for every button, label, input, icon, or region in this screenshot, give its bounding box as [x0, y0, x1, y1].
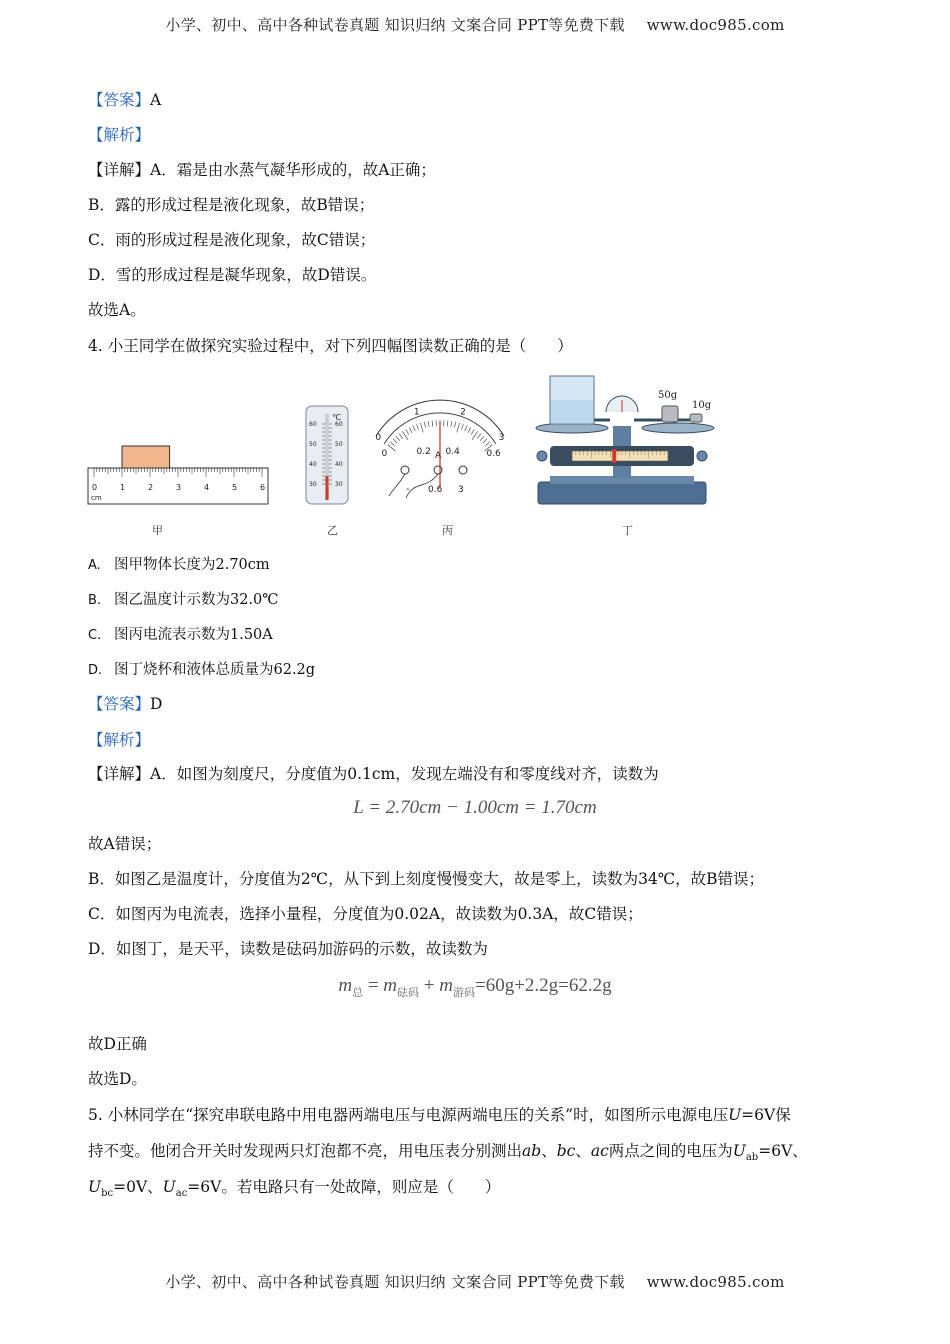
- page-header: [0, 14, 950, 35]
- ammeter-upper-label: 1: [413, 407, 420, 418]
- weight-50g: [662, 406, 678, 422]
- ammeter-tick: [409, 427, 412, 432]
- terminal-neg: [401, 466, 409, 474]
- weight-10g-label: 10g: [692, 400, 712, 411]
- ruler-figure: [88, 446, 268, 504]
- ammeter-tick: [457, 423, 460, 433]
- option-c: C. 图丙电流表示数为1.50A: [88, 627, 273, 643]
- ammeter-tick: [451, 421, 452, 427]
- weight-10g: [690, 414, 702, 422]
- ammeter-lower-label: 0.4: [445, 447, 460, 458]
- ruler-tick-label: 5: [232, 483, 238, 492]
- ammeter-tick: [465, 426, 467, 432]
- ammeter-upper-label: 3: [498, 433, 505, 444]
- ammeter-tick: [393, 439, 397, 443]
- detail-tag: 【详解】: [88, 161, 151, 179]
- q4-a-end: 故A错误；: [88, 835, 162, 853]
- footer-site-text: 小学、初中、高中各种试卷真题 知识归纳 文案合同 PPT等免费下载: [165, 1273, 625, 1291]
- ammeter-tick: [396, 436, 400, 441]
- q3-answer: A: [150, 91, 162, 109]
- ammeter-tick: [402, 431, 408, 439]
- balance-base: [538, 482, 706, 504]
- ruler-tick-label: 6: [260, 483, 266, 492]
- thermo-label-left: 60: [309, 421, 317, 428]
- figure-label-bing: 丙: [442, 524, 453, 537]
- terminal-neg-label: -: [406, 484, 410, 495]
- answer-tag: 【答案】: [88, 91, 151, 109]
- ammeter-tick: [471, 429, 474, 434]
- figure-label-yi: 乙: [327, 524, 338, 537]
- detail-tag: 【详解】: [88, 765, 151, 783]
- ammeter-tick: [417, 424, 419, 430]
- q3-detail-d: D．雪的形成过程是凝华现象，故D错误。: [88, 266, 377, 284]
- ruler-tick-label: 0: [92, 483, 98, 492]
- ammeter-upper-label: 2: [460, 407, 466, 418]
- terminal-3: [459, 466, 467, 474]
- measured-block: [122, 446, 170, 468]
- q4-stem: 4. 小王同学在做探究实验过程中，对下列四幅图读数正确的是（ ）: [88, 337, 573, 355]
- figure-label-jia: 甲: [152, 524, 163, 537]
- q4-answer: D: [150, 695, 163, 713]
- q4-detail-b: B．如图乙是温度计，分度值为2℃，从下到上刻度慢慢变大，故是零上，读数为34℃，故B错误；: [88, 870, 765, 888]
- ammeter-lower-label: 0.6: [486, 449, 501, 460]
- ammeter-tick: [480, 436, 484, 441]
- option-b: B. 图乙温度计示数为32.0℃: [88, 592, 279, 608]
- header-site-text: 小学、初中、高中各种试卷真题 知识归纳 文案合同 PPT等免费下载: [165, 16, 625, 34]
- ammeter-needle-label: A: [435, 451, 442, 461]
- terminal-3-label: 3: [458, 485, 464, 495]
- q5-line-2: 持不变。他闭合开关时发现两只灯泡都不亮，用电压表分别测出ab、bc、ac两点之间的电压为$U_{ab}=6V$、: [88, 1142, 808, 1164]
- ammeter-tick: [399, 434, 403, 439]
- rider: [612, 449, 616, 463]
- thermo-label-left: 50: [309, 441, 317, 448]
- q5-line-3: $U_{bc}=0V$、$U_{ac}=6V$。若电路只有一处故障，则应是（ ）: [88, 1178, 501, 1200]
- ammeter-tick: [390, 442, 394, 446]
- option-d: D. 图丁烧杯和液体总质量为62.2g: [88, 662, 316, 678]
- q4-analysis-tag: 【解析】: [88, 731, 151, 749]
- ruler-tick-label: 4: [204, 483, 210, 492]
- ammeter-tick: [477, 434, 481, 439]
- thermometer-figure: [306, 406, 348, 504]
- ammeter-figure: [375, 400, 504, 498]
- thermo-label-left: 30: [309, 481, 317, 488]
- ammeter-tick: [432, 420, 433, 426]
- ruler-tick-label: 2: [148, 483, 154, 492]
- formula-mass: $m_总 = m_{砝码} + m_{游码}=60g+2.2g=62.2g$: [338, 975, 612, 999]
- ammeter-tick: [447, 420, 448, 426]
- header-url[interactable]: www.doc985.com: [646, 16, 785, 34]
- ruler-unit: cm: [91, 494, 102, 502]
- ammeter-tick: [454, 422, 455, 428]
- ammeter-tick: [472, 431, 478, 439]
- q3-detail-a: 【详解】A．霜是由水蒸气凝华形成的，故A正确；: [88, 161, 436, 179]
- q4-figures: [80, 372, 740, 542]
- ammeter-upper-label: 0: [375, 433, 382, 444]
- thermo-label-right: 60: [335, 421, 343, 428]
- thermometer-unit: ℃: [332, 413, 341, 422]
- q3-choose: 故选A。: [88, 301, 146, 319]
- ammeter-tick: [406, 429, 409, 434]
- ammeter-tick: [413, 426, 415, 432]
- q3-detail-c: C．雨的形成过程是液化现象，故C错误；: [88, 231, 376, 249]
- q4-detail-d: D．如图丁，是天平，读数是砝码加游码的示数，故读数为: [88, 940, 488, 958]
- thermo-label-right: 50: [335, 441, 343, 448]
- ammeter-tick: [485, 442, 489, 446]
- q3-analysis-tag: 【解析】: [88, 126, 151, 144]
- right-pan: [642, 423, 714, 433]
- ammeter-tick: [461, 424, 463, 430]
- formula-length: L = 2.70cm − 1.00cm = 1.70cm: [353, 797, 597, 818]
- footer-url[interactable]: www.doc985.com: [646, 1273, 785, 1291]
- option-a: A. 图甲物体长度为2.70cm: [88, 557, 270, 573]
- thermo-label-left: 40: [309, 461, 317, 468]
- ammeter-tick: [483, 439, 487, 443]
- ammeter-tick: [428, 421, 429, 427]
- ruler-tick-label: 1: [120, 483, 126, 492]
- q4-answer-line: 【答案】D: [88, 695, 163, 713]
- ammeter-lower-label: 0.2: [416, 447, 431, 458]
- thermo-label-right: 40: [335, 461, 343, 468]
- ammeter-tick: [420, 423, 423, 433]
- q3-detail-b: B．露的形成过程是液化现象，故B错误；: [88, 196, 375, 214]
- thermo-label-right: 30: [335, 481, 343, 488]
- q5-line-1: 5. 小林同学在“探究串联电路中用电器两端电压与电源两端电压的关系”时，如图所示电源电压U=6V保: [88, 1106, 791, 1124]
- q4-detail-a: 【详解】A．如图为刻度尺，分度值为0.1cm，发现左端没有和零度线对齐，读数为: [88, 765, 659, 783]
- q4-detail-c: C．如图丙为电流表，选择小量程，分度值为0.02A，故读数为0.3A，故C错误；: [88, 905, 643, 923]
- balance-figure: [536, 376, 714, 504]
- ammeter-tick: [468, 427, 471, 432]
- weight-50g-label: 50g: [658, 390, 678, 401]
- terminal-06: [434, 466, 442, 474]
- q4-choose: 故选D。: [88, 1070, 147, 1088]
- q4-d-end: 故D正确: [88, 1035, 147, 1053]
- q3-answer-line: [88, 90, 161, 110]
- rider-scale: [572, 451, 668, 461]
- page-footer: [0, 1271, 950, 1292]
- ruler-tick-label: 3: [176, 483, 182, 492]
- terminal-06-label: 0.6: [428, 485, 443, 495]
- figure-label-ding: 丁: [622, 524, 633, 537]
- ammeter-lower-label: 0: [381, 449, 388, 460]
- ammeter-tick: [424, 422, 425, 428]
